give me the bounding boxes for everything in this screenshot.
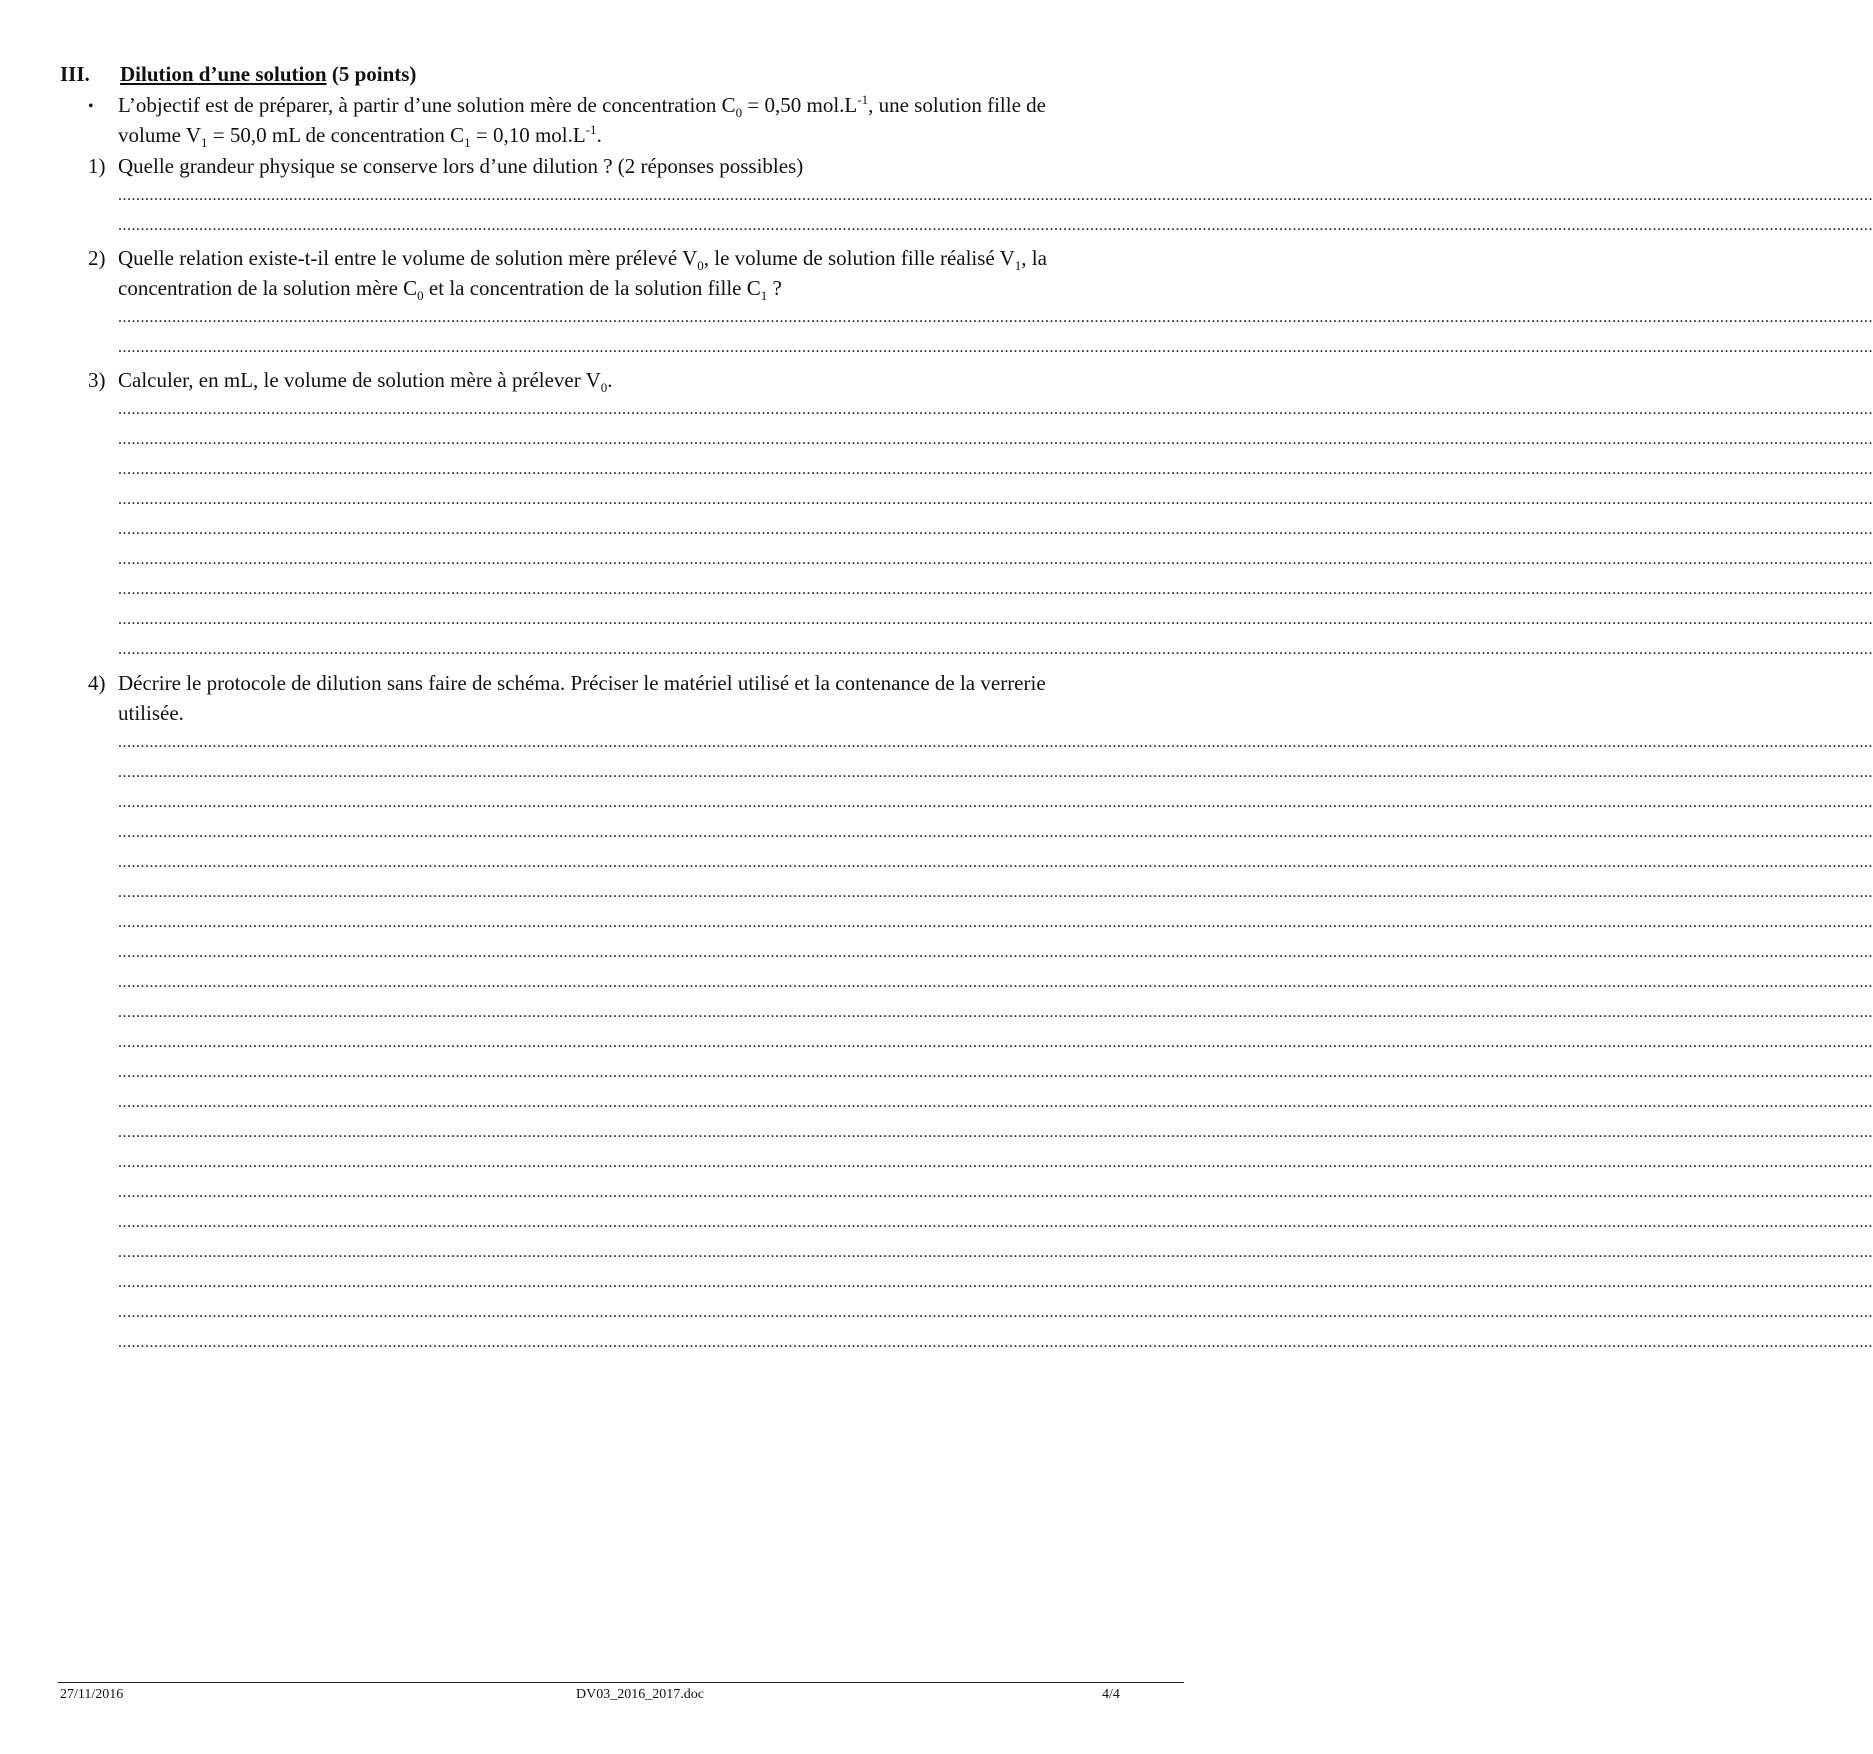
question-1-number: 1) — [88, 154, 106, 178]
answer-line[interactable]: ...................................................................................................................................................................................................................................................................................................................................................................................................... — [118, 734, 1873, 751]
answer-line[interactable]: ...................................................................................................................................................................................................................................................................................................................................................................................................... — [118, 1034, 1873, 1051]
answer-line[interactable]: ...................................................................................................................................................................................................................................................................................................................................................................................................... — [118, 521, 1873, 538]
answer-line[interactable]: ...................................................................................................................................................................................................................................................................................................................................................................................................... — [118, 641, 1873, 658]
answer-line[interactable]: ...................................................................................................................................................................................................................................................................................................................................................................................................... — [118, 974, 1873, 991]
question-1-text: Quelle grandeur physique se conserve lors d’une dilution ? (2 réponses possibles) — [118, 154, 804, 178]
bullet-icon: • — [88, 98, 94, 115]
section-heading — [60, 60, 416, 88]
intro-line-1: L’objectif est de préparer, à partir d’une solution mère de concentration $C_0 = 0,50$ $mol.L^{-1}$, une solution fille de — [118, 92, 1046, 121]
answer-line[interactable]: ...................................................................................................................................................................................................................................................................................................................................................................................................... — [118, 1334, 1873, 1351]
answer-line[interactable]: ...................................................................................................................................................................................................................................................................................................................................................................................................... — [118, 461, 1873, 478]
question-3-text: Calculer, en mL, le volume de solution mère à prélever $V_0$. — [118, 368, 613, 396]
answer-line[interactable]: ...................................................................................................................................................................................................................................................................................................................................................................................................... — [118, 309, 1873, 326]
answer-line[interactable]: ...................................................................................................................................................................................................................................................................................................................................................................................................... — [118, 824, 1873, 841]
question-2-line-1: Quelle relation existe-t-il entre le volume de solution mère prélevé $V_0$, le volume de solution fille réalisé $V_1$, la — [118, 246, 1047, 274]
footer-page-number: 4/4 — [1102, 1687, 1120, 1702]
answer-line[interactable]: ...................................................................................................................................................................................................................................................................................................................................................................................................... — [118, 581, 1873, 598]
answer-line[interactable]: ...................................................................................................................................................................................................................................................................................................................................................................................................... — [118, 1214, 1873, 1231]
answer-line[interactable]: ...................................................................................................................................................................................................................................................................................................................................................................................................... — [118, 611, 1873, 628]
question-4-line-1: Décrire le protocole de dilution sans faire de schéma. Préciser le matériel utilisé et la contenance de la verrerie — [118, 671, 1046, 695]
answer-line[interactable]: ...................................................................................................................................................................................................................................................................................................................................................................................................... — [118, 1274, 1873, 1291]
answer-line[interactable]: ...................................................................................................................................................................................................................................................................................................................................................................................................... — [118, 1184, 1873, 1201]
answer-line[interactable]: ...................................................................................................................................................................................................................................................................................................................................................................................................... — [118, 794, 1873, 811]
answer-line[interactable]: ...................................................................................................................................................................................................................................................................................................................................................................................................... — [118, 1094, 1873, 1111]
answer-line[interactable]: ...................................................................................................................................................................................................................................................................................................................................................................................................... — [118, 1064, 1873, 1081]
intro-line-2: volume $V_1 = 50,0$ mL de concentration $C_1 = 0,10$ $mol.L^{-1}$. — [118, 122, 602, 151]
question-2-number: 2) — [88, 246, 106, 270]
section-points: (5 points) — [331, 62, 417, 86]
answer-line[interactable]: ...................................................................................................................................................................................................................................................................................................................................................................................................... — [118, 551, 1873, 568]
answer-line[interactable]: ...................................................................................................................................................................................................................................................................................................................................................................................................... — [118, 401, 1873, 418]
answer-line[interactable]: ...................................................................................................................................................................................................................................................................................................................................................................................................... — [118, 1124, 1873, 1141]
question-3-number: 3) — [88, 368, 106, 392]
answer-line[interactable]: ...................................................................................................................................................................................................................................................................................................................................................................................................... — [118, 187, 1873, 204]
question-2-line-2: concentration de la solution mère $C_0$ et la concentration de la solution fille $C_1$ ? — [118, 276, 782, 304]
answer-line[interactable]: ...................................................................................................................................................................................................................................................................................................................................................................................................... — [118, 491, 1873, 508]
section-title: Dilution d’une solution — [120, 62, 327, 86]
answer-line[interactable]: ...................................................................................................................................................................................................................................................................................................................................................................................................... — [118, 1004, 1873, 1021]
answer-line[interactable]: ...................................................................................................................................................................................................................................................................................................................................................................................................... — [118, 764, 1873, 781]
footer-date: 27/11/2016 — [60, 1687, 124, 1702]
answer-line[interactable]: ...................................................................................................................................................................................................................................................................................................................................................................................................... — [118, 914, 1873, 931]
answer-line[interactable]: ...................................................................................................................................................................................................................................................................................................................................................................................................... — [118, 431, 1873, 448]
answer-line[interactable]: ...................................................................................................................................................................................................................................................................................................................................................................................................... — [118, 884, 1873, 901]
question-4-number: 4) — [88, 671, 106, 695]
answer-line[interactable]: ...................................................................................................................................................................................................................................................................................................................................................................................................... — [118, 339, 1873, 356]
footer-filename: DV03_2016_2017.doc — [576, 1687, 704, 1702]
answer-line[interactable]: ...................................................................................................................................................................................................................................................................................................................................................................................................... — [118, 854, 1873, 871]
answer-line[interactable]: ...................................................................................................................................................................................................................................................................................................................................................................................................... — [118, 1154, 1873, 1171]
answer-line[interactable]: ...................................................................................................................................................................................................................................................................................................................................................................................................... — [118, 944, 1873, 961]
answer-line[interactable]: ...................................................................................................................................................................................................................................................................................................................................................................................................... — [118, 1244, 1873, 1261]
answer-line[interactable]: ...................................................................................................................................................................................................................................................................................................................................................................................................... — [118, 1304, 1873, 1321]
footer-divider — [58, 1682, 1184, 1683]
answer-line[interactable]: ...................................................................................................................................................................................................................................................................................................................................................................................................... — [118, 217, 1873, 234]
section-number: III. — [60, 62, 90, 86]
question-4-line-2: utilisée. — [118, 701, 184, 725]
